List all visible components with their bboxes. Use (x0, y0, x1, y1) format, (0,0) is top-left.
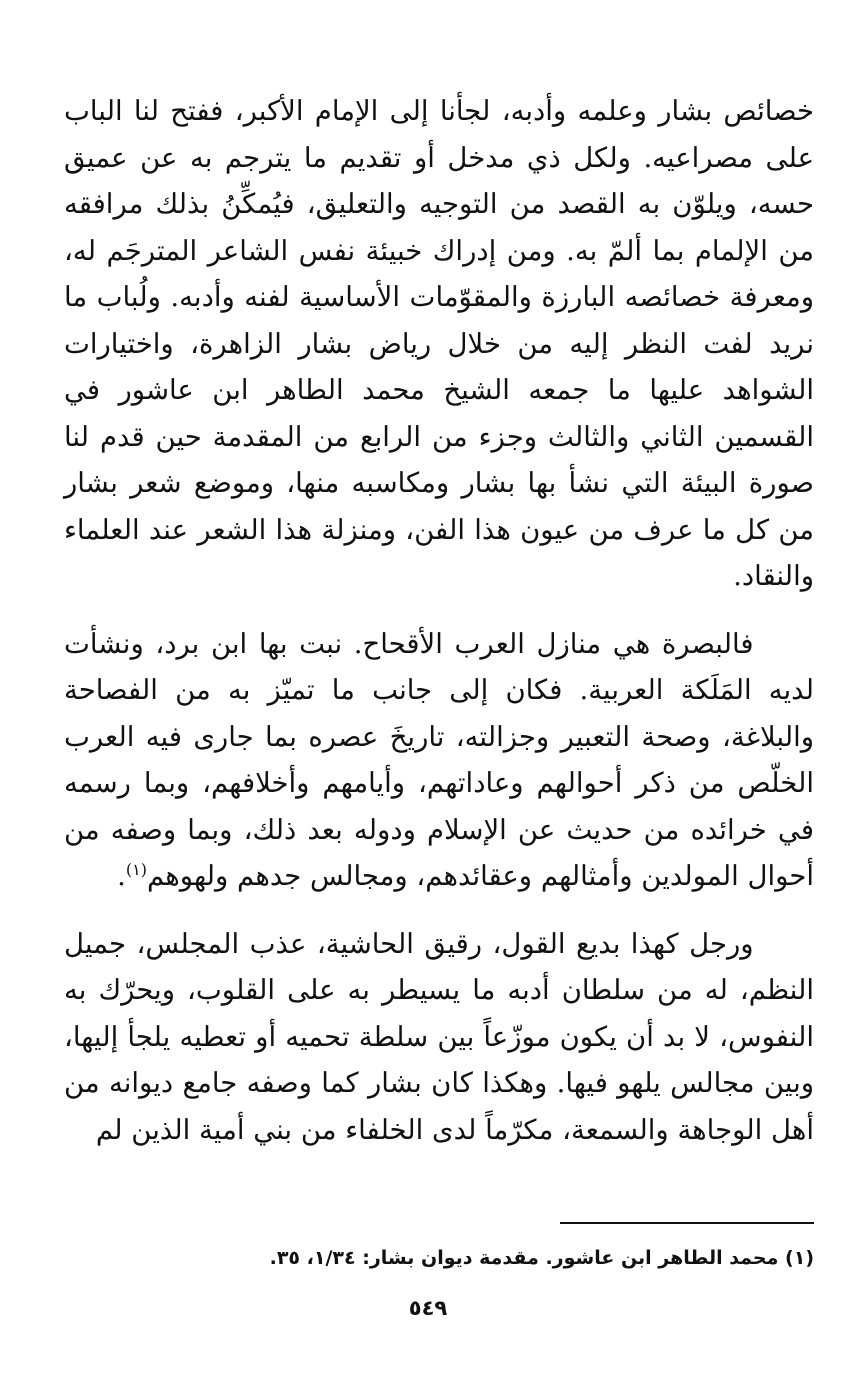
paragraph-3: ورجل كهذا بديع القول، رقيق الحاشية، عذب المجلس، جميل النظم، له من سلطان أدبه ما يسيطر به على القلوب، ويحرّك به النفوس، لا بد أن يكون موزّعاً بين سلطة تحميه أو تعطيه يلجأ إليها، وبين مجالس يلهو فيها. وهكذا كان بشار كما وصفه جامع ديوانه من أهل الوجاهة والسمعة، مكرّماً لدى الخلفاء من بني أمية الذين لم (64, 927, 814, 1146)
paragraph-1: خصائص بشار وعلمه وأدبه، لجأنا إلى الإمام الأكبر، ففتح لنا الباب على مصراعيه. ولكل ذي مدخل أو تقديم ما يترجم به عن عميق حسه، ويلوّن به القصد من التوجيه والتعليق، فيُمكِّنُ بذلك مرافقه من الإلمام بما ألمّ به. ومن إدراك خبيئة نفس الشاعر المترجَم له، ومعرفة خصائصه البارزة والمقوّمات الأساسية لفنه وأدبه. ولُباب ما نريد لفت النظر إليه من خلال رياض بشار الزاهرة، واختيارات الشواهد عليها ما جمعه الشيخ محمد الطاهر ابن عاشور في القسمين الثاني والثالث وجزء من الرابع من المقدمة حين قدم لنا صورة البيئة التي نشأ بها بشار ومكاسبه منها، وموضع شعر بشار من كل ما عرف من عيون هذا الفن، ومنزلة هذا الشعر عند العلماء والنقاد. (64, 95, 814, 592)
paragraph-gap (64, 600, 814, 621)
paragraph-2 (64, 621, 814, 900)
paragraph-2-text: فالبصرة هي منازل العرب الأقحاح. نبت بها ابن برد، ونشأت لديه المَلَكة العربية. فكان إلى جانب ما تميّز به من الفصاحة والبلاغة، وصحة التعبير وجزالته، تاريخَ عصره بما جارى فيه العرب الخلّص من ذكر أحوالهم وعاداتهم، وأيامهم وأخلافهم، وبما رسمه في خرائده من حديث عن الإسلام ودوله بعد ذلك، وبما وصفه من أحوال المولدين وأمثالهم وعقائدهم، ومجالس جدهم ولهوهم (64, 627, 814, 892)
paragraph-2-end: . (117, 860, 126, 892)
page-number: ٥٤٩ (408, 1296, 448, 1320)
footnote-separator (560, 1222, 814, 1224)
main-text (64, 88, 814, 1153)
footnote-author: محمد الطاهر ابن عاشور. (545, 1247, 779, 1269)
footnote-work: مقدمة ديوان بشار: (362, 1247, 539, 1269)
footnote (64, 1242, 814, 1274)
paragraph-gap (64, 900, 814, 921)
footnote-reference[interactable]: (١) (125, 859, 147, 879)
footnote-pages: ١/٣٤، ٣٥. (269, 1247, 356, 1269)
footnote-number: (١) (785, 1247, 814, 1269)
